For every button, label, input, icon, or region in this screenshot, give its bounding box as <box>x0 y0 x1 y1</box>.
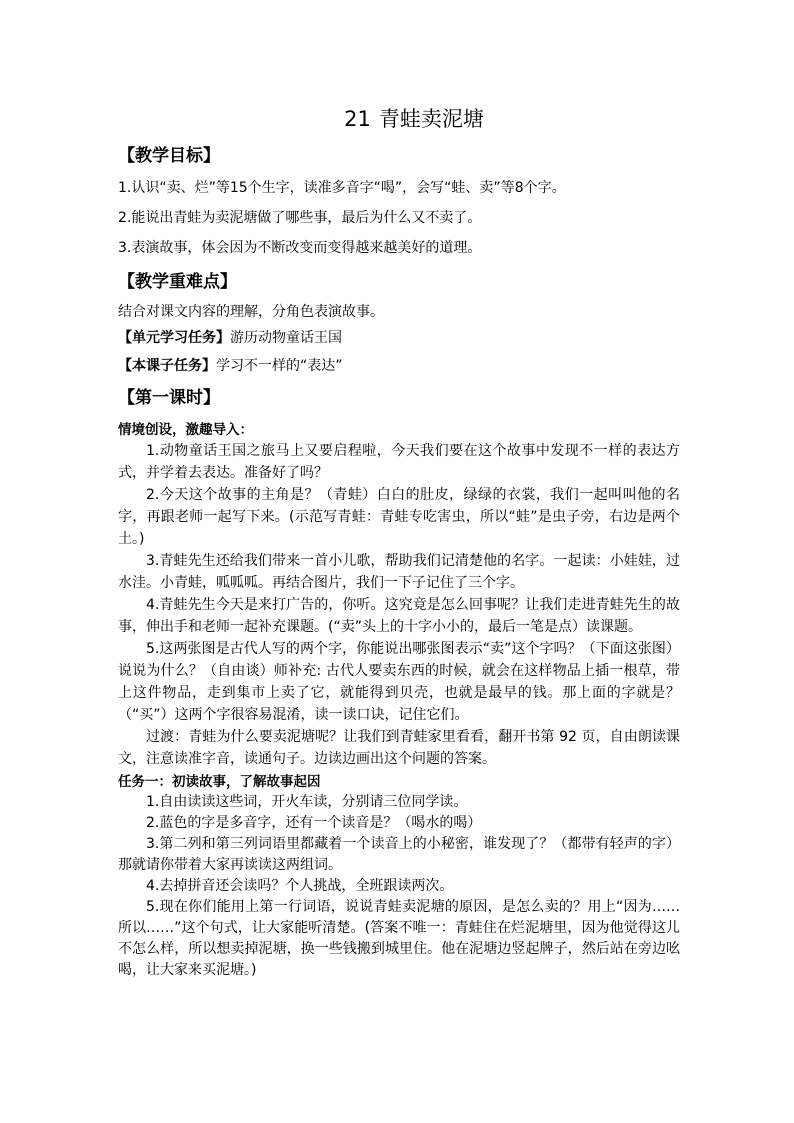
keypoints-heading: 【教学重难点】 <box>118 272 237 292</box>
intro-paragraph-1: 1.动物童话王国之旅马上又要启程啦，今天我们要在这个故事中发现不一样的表达方式，并学着去表达。准备好了吗？ <box>118 443 680 481</box>
intro-paragraph-4: 4.青蛙先生今天是来打广告的，你听。这究竟是怎么回事呢？让我们走进青蛙先生的故事，伸出手和老师一起补充课题。(“卖”头上的十字小小的，最后一笔是点）读课题。 <box>118 597 680 635</box>
unit-task-label: 【单元学习任务】 <box>118 330 230 346</box>
intro-paragraph-3: 3.青蛙先生还给我们带来一首小儿歌，帮助我们记清楚他的名字。一起读：小娃娃，过水洼。小青蛙，呱呱呱。再结合图片，我们一下子记住了三个字。 <box>118 553 680 591</box>
task1-paragraph-4: 4.去掉拼音还会读吗？个人挑战，全班跟读两次。 <box>146 878 454 894</box>
transition-paragraph: 过渡：青蛙为什么要卖泥塘呢？让我们到青蛙家里看看，翻开书第 92 页，自由朗读课文，注意读准字音，读通句子。边读边画出这个问题的答案。 <box>118 729 680 767</box>
intro-paragraph-2: 2.今天这个故事的主角是？（青蛙）白白的肚皮，绿绿的衣裳，我们一起叫叫他的名字，再跟老师一起写下来。(示范写青蛙：青蛙专吃害虫，所以“蛙”是虫子旁，右边是两个土。) <box>118 487 680 547</box>
goal-item-2: 2.能说出青蛙为卖泥塘做了哪些事，最后为什么又不卖了。 <box>118 210 482 226</box>
task1-paragraph-1: 1.自由读读这些词，开火车读，分别请三位同学读。 <box>146 794 468 810</box>
unit-task-text: 游历动物童话王国 <box>230 330 342 346</box>
task1-paragraph-3: 3.第二列和第三列词语里都藏着一个读音上的小秘密，谁发现了？（都带有轻声的字）那就请你带着大家再读读这两组词。 <box>118 836 680 873</box>
task1-title: 任务一：初读故事，了解故事起因 <box>118 774 321 790</box>
lesson-number: 21 <box>344 107 371 131</box>
intro-title: 情境创设，激趣导入： <box>118 422 253 438</box>
first-lesson-heading: 【第一课时】 <box>118 388 220 408</box>
task1-paragraph-2: 2.蓝色的字是多音字，还有一个读音是？（喝水的喝） <box>146 815 482 831</box>
goal-item-3: 3.表演故事，体会因为不断改变而变得越来越美好的道理。 <box>118 240 482 256</box>
goals-heading: 【教学目标】 <box>118 146 220 166</box>
lesson-title-text: 青蛙卖泥塘 <box>378 107 484 131</box>
document-page <box>118 96 680 981</box>
goal-item-1: 1.认识“卖、烂”等15个生字，读准多音字“喝”，会写“蛙、卖”等8个字。 <box>118 180 566 196</box>
intro-paragraph-5: 5.这两张图是古代人写的两个字，你能说出哪张图表示“卖”这个字吗？（下面这张图）说说为什么？（自由谈）师补充: 古代人要卖东西的时候，就会在这样物品上插一根草，带上这件物品，走到集市上卖了它，就能得到贝壳，也就是最早的钱。那上面的字就是？（“买”）这两个字很容易混淆，读一读口诀，记住它们。 <box>118 641 680 723</box>
task1-paragraph-5: 5.现在你们能用上第一行词语，说说青蛙卖泥塘的原因，是怎么卖的？用上“因为……所以……”这个句式，让大家能听清楚。(答案不唯一：青蛙住在烂泥塘里，因为他觉得这儿不怎么样，所以想卖掉泥塘，换一些钱搬到城里住。他在泥塘边竖起牌子，然后站在旁边吆喝，让大家来买泥塘。) <box>118 899 680 978</box>
unit-task <box>118 328 680 348</box>
lesson-task-label: 【本课子任务】 <box>118 358 216 374</box>
lesson-title <box>118 104 680 134</box>
keypoints-text: 结合对课文内容的理解，分角色表演故事。 <box>118 304 384 320</box>
lesson-task-text: 学习不一样的“表达” <box>216 358 343 374</box>
lesson-task <box>118 356 680 376</box>
